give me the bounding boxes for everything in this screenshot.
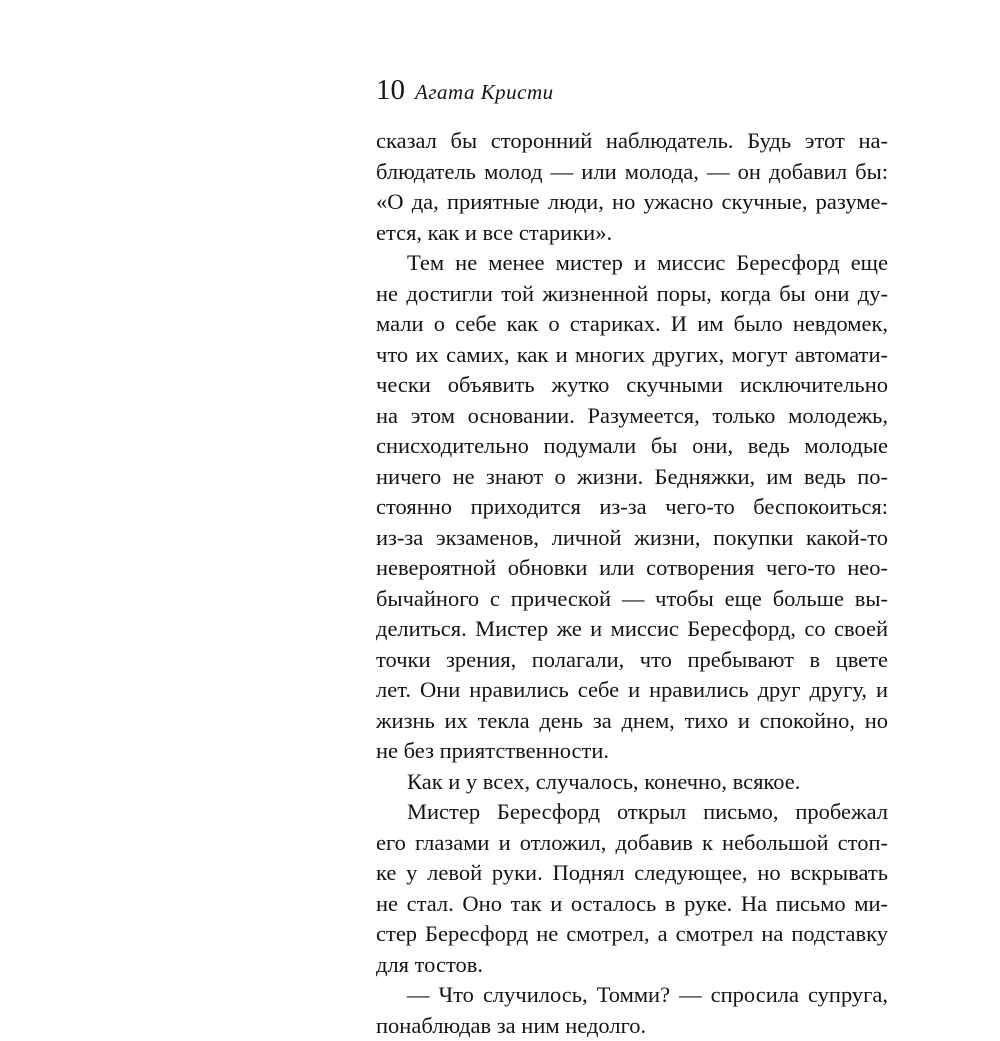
text-line: ке у левой руки. Поднял следующее, но вскрывать <box>376 858 888 889</box>
text-line: невероятной обновки или сотворения чего-то нео- <box>376 553 888 584</box>
text-line: блюдатель молод — или молода, — он добавил бы: <box>376 157 888 188</box>
text-line: сказал бы сторонний наблюдатель. Будь этот на- <box>376 126 888 157</box>
text-line: жизнь их текла день за днем, тихо и спокойно, но <box>376 706 888 737</box>
text-line: для тостов. <box>376 950 888 981</box>
text-line: что их самих, как и многих других, могут автомати- <box>376 340 888 371</box>
text-line: снисходительно подумали бы они, ведь молодые <box>376 431 888 462</box>
text-line: «О да, приятные люди, но ужасно скучные, разуме- <box>376 187 888 218</box>
text-line: из-за экзаменов, личной жизни, покупки какой-то <box>376 523 888 554</box>
text-line: Мистер Бересфорд открыл письмо, пробежал <box>376 797 888 828</box>
book-page <box>376 70 888 1041</box>
text-line: лет. Они нравились себе и нравились друг другу, и <box>376 675 888 706</box>
text-line: стер Бересфорд не смотрел, а смотрел на подставку <box>376 919 888 950</box>
text-line: бычайного с прической — чтобы еще больше вы- <box>376 584 888 615</box>
text-line: стоянно приходится из-за чего-то беспокоиться: <box>376 492 888 523</box>
text-line: чески объявить жутко скучными исключительно <box>376 370 888 401</box>
text-line: не без приятственности. <box>376 736 888 767</box>
text-line: ется, как и все старики». <box>376 218 888 249</box>
text-line: делиться. Мистер же и миссис Бересфорд, со своей <box>376 614 888 645</box>
text-line: понаблюдав за ним недолго. <box>376 1011 888 1041</box>
running-head <box>376 70 888 110</box>
text-line: — Что случилось, Томми? — спросила супруга, <box>376 980 888 1011</box>
text-line: не стал. Оно так и осталось в руке. На письмо ми- <box>376 889 888 920</box>
text-line: ничего не знают о жизни. Бедняжки, им ведь по- <box>376 462 888 493</box>
text-line: точки зрения, полагали, что пребывают в цвете <box>376 645 888 676</box>
running-title: Агата Кристи <box>415 72 554 112</box>
text-line: Как и у всех, случалось, конечно, всякое. <box>376 767 888 798</box>
page-number: 10 <box>376 70 405 110</box>
text-line: на этом основании. Разумеется, только молодежь, <box>376 401 888 432</box>
text-line: не достигли той жизненной поры, когда бы они ду- <box>376 279 888 310</box>
text-line: его глазами и отложил, добавив к небольшой стоп- <box>376 828 888 859</box>
text-line: Тем не менее мистер и миссис Бересфорд еще <box>376 248 888 279</box>
text-line: мали о себе как о стариках. И им было невдомек, <box>376 309 888 340</box>
body-text <box>376 126 888 1041</box>
